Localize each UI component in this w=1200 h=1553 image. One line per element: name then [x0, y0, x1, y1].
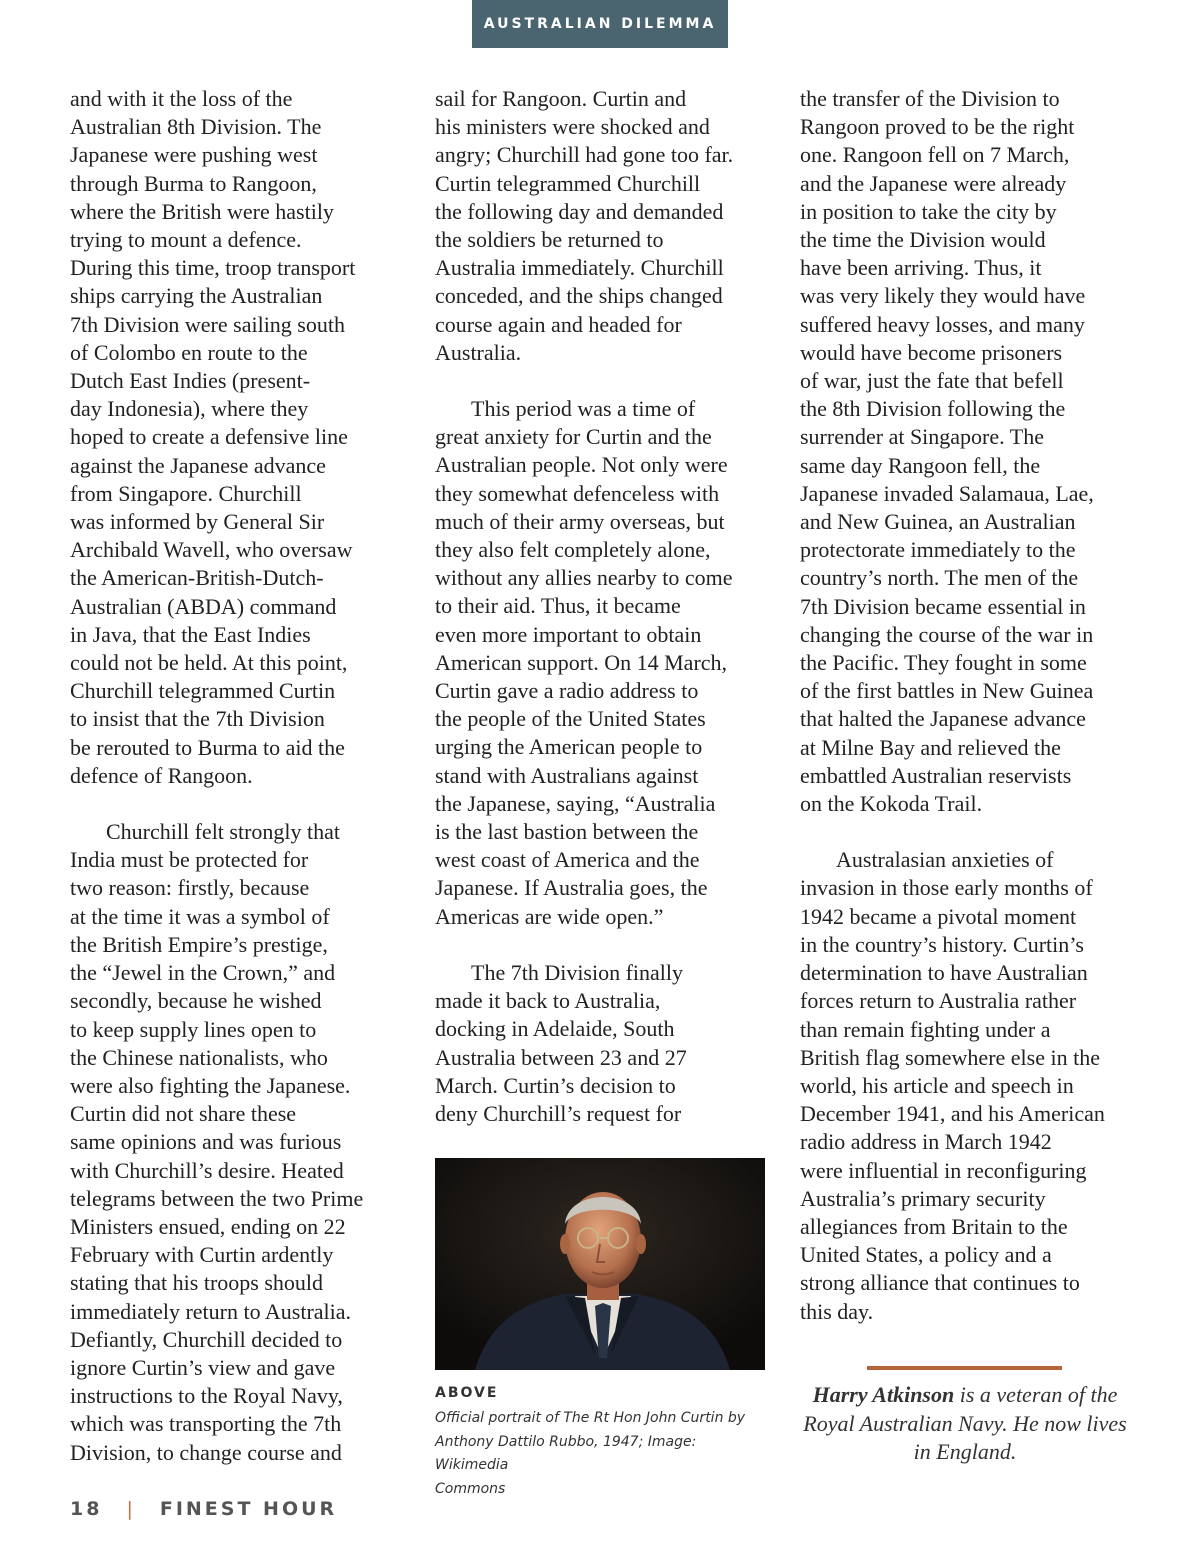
paragraph: This period was a time of great anxiety for Curtin and the Australian people. Not only were they somewhat defenceless with much of their army overseas, but they also felt completely alone, without any allies nearby to come to their aid. Thus, it became even more important to obtain American support. On 14 March, Curtin gave a radio address to the people of the United States urging the American people to stand with Australians against the Japanese, saying, “Australia is the last bastion between the west coast of America and the Japanese. If Australia goes, the Americas are wide open.”	[435, 396, 733, 929]
divider-rule	[867, 1366, 1062, 1370]
author-bio-text: is a veteran of the Royal Australian Navy. He now lives in England.	[803, 1382, 1127, 1464]
paragraph: Churchill felt strongly that India must be protected for two reason: firstly, because at the time it was a symbol of the British Empire’s prestige, the “Jewel in the Crown,” and secondly, because he wished to keep supply lines open to the Chinese nationalists, who were also fighting the Japanese. Curtin did not share these same opinions and was furious with Churchill’s desire. Heated telegrams between the two Prime Ministers ensued, ending on 22 February with Curtin ardently stating that his troops should immediately return to Australia. Defiantly, Churchill decided to ignore Curtin’s view and gave instructions to the Royal Navy, which was transporting the 7th Division, to change course and	[70, 819, 364, 1465]
author-name: Harry Atkinson	[812, 1382, 955, 1407]
curtin-portrait-image	[435, 1158, 765, 1370]
page-footer	[70, 1498, 337, 1520]
paragraph: the transfer of the Division to Rangoon proved to be the right one. Rangoon fell on 7 March, and the Japanese were already in position to take the city by the time the Division would have been arriving. Thus, it was very likely they would have suffered heavy losses, and many would have become prisoners of war, just the fate that befell the 8th Division following the surrender at Singapore. The same day Rangoon fell, the Japanese invaded Salamaua, Lae, and New Guinea, an Australian protectorate immediately to the country’s north. The men of the 7th Division became essential in changing the course of the war in the Pacific. They fought in some of the first battles in New Guinea that halted the Japanese advance at Milne Bay and relieved the embattled Australian reservists on the Kokoda Trail.	[800, 86, 1094, 817]
caption-text: Official portrait of The Rt Hon John Curtin by Anthony Dattilo Rubbo, 1947; Image: Wikimedia Commons	[435, 1410, 746, 1497]
magazine-title: FINEST HOUR	[159, 1498, 338, 1520]
paragraph: Australasian anxieties of invasion in those early months of 1942 became a pivotal moment in the country’s history. Curtin’s determination to have Australian forces return to Australia rather than remain fighting under a British flag somewhere else in the world, his article and speech in December 1941, and his American radio address in March 1942 were influential in reconfiguring Australia’s primary security allegiances from Britain to the United States, a policy and a strong alliance that continues to this day.	[800, 847, 1105, 1324]
paragraph: sail for Rangoon. Curtin and his ministers were shocked and angry; Churchill had gone too far. Curtin telegrammed Churchill the following day and demanded the soldiers be returned to Australia immediately. Churchill conceded, and the ships changed course again and headed for Australia.	[435, 86, 734, 365]
caption-label: ABOVE	[435, 1385, 499, 1401]
section-header-tab	[472, 0, 728, 48]
paragraph: The 7th Division finally made it back to Australia, docking in Adelaide, South Australia between 23 and 27 March. Curtin’s decision to deny Churchill’s request for	[435, 959, 687, 1126]
section-title: AUSTRALIAN DILEMMA	[483, 16, 717, 32]
article-column-1	[70, 85, 405, 1495]
footer-separator: |	[126, 1498, 136, 1520]
page-number: 18	[70, 1498, 103, 1520]
author-bio	[800, 1381, 1130, 1467]
paragraph: and with it the loss of the Australian 8th Division. The Japanese were pushing west through Burma to Rangoon, where the British were hastily trying to mount a defence. During this time, troop transport ships carrying the Australian 7th Division were sailing south of Colombo en route to the Dutch East Indies (present- day Indonesia), where they hoped to create a defensive line against the Japanese advance from Singapore. Churchill was informed by General Sir Archibald Wavell, who oversaw the American-British-Dutch- Australian (ABDA) command in Java, that the East Indies could not be held. At this point, Churchill telegrammed Curtin to insist that the 7th Division be rerouted to Burma to aid the defence of Rangoon.	[70, 86, 356, 788]
portrait-illustration	[435, 1158, 765, 1370]
article-column-2	[435, 85, 770, 1156]
article-column-3	[800, 85, 1135, 1354]
